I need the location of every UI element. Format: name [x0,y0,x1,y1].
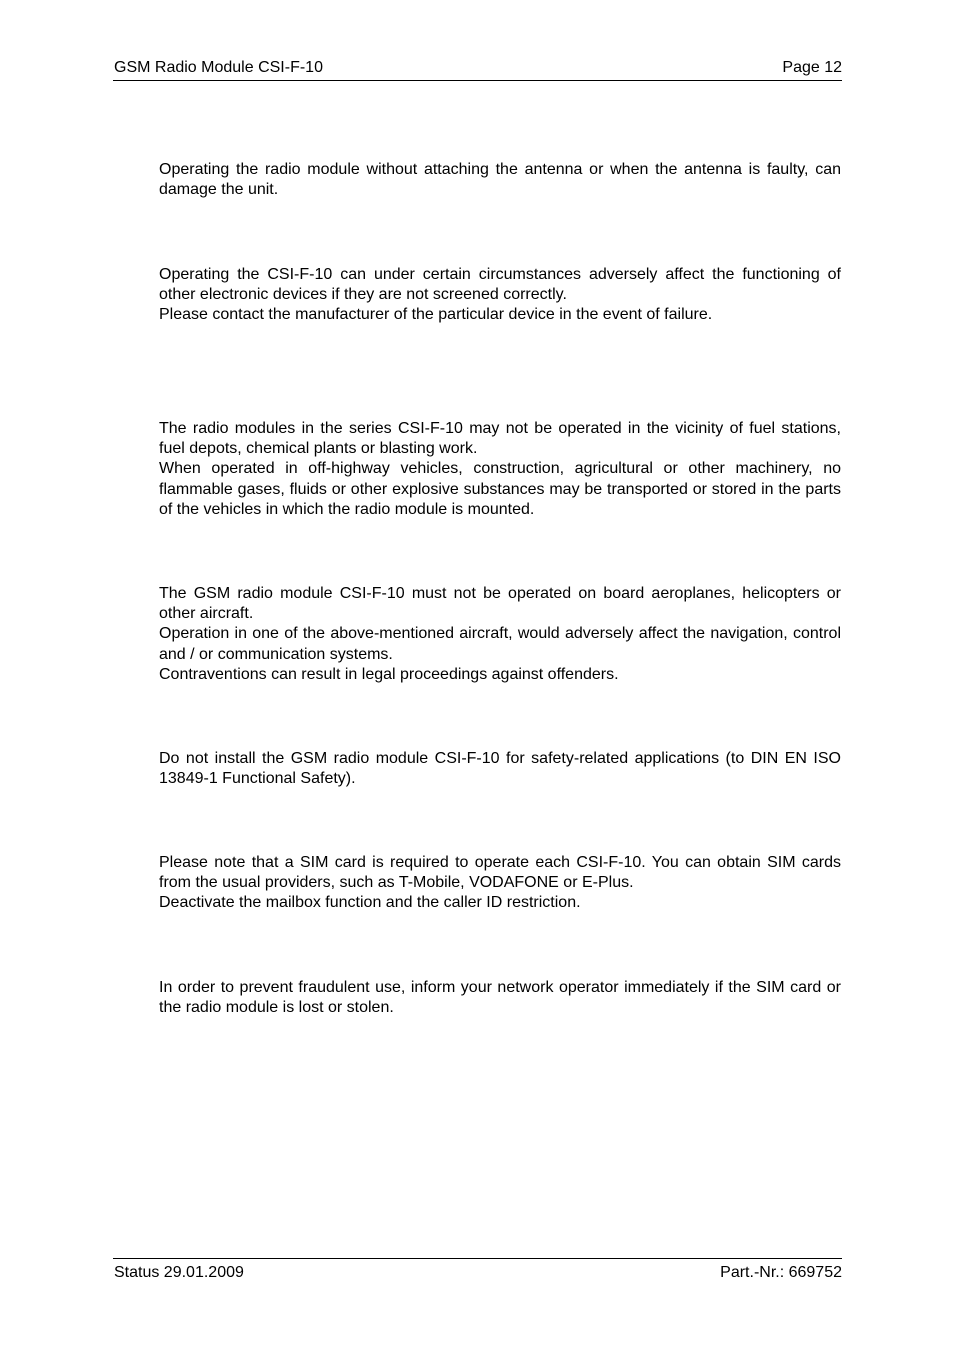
paragraph-aircraft-warning [159,584,841,685]
status-date: Status 29.01.2009 [114,1264,244,1281]
paragraph-sentence: In order to prevent fraudulent use, inform your network operator immediately if the SIM card or the radio module is lost or stolen. [159,979,841,1017]
paragraph-sentence: Please note that a SIM card is required to operate each CSI-F-10. You can obtain SIM cards from the usual providers, such as T-Mobile, VODAFONE or E-Plus. [159,854,841,892]
paragraph-sentence: When operated in off-highway vehicles, construction, agricultural or other machinery, no flammable gases, fluids or other explosive substances may be transported or stored in the parts of the vehicles in which the radio module is mounted. [159,460,841,518]
page-footer [113,1258,842,1285]
page-header [113,58,842,81]
paragraph-sentence: The radio modules in the series CSI-F-10 may not be operated in the vicinity of fuel stations, fuel depots, chemical plants or blasting work. [159,420,841,458]
part-number: Part.-Nr.: 669752 [720,1264,842,1281]
paragraph-sentence: Contraventions can result in legal proceedings against offenders. [159,665,619,683]
paragraph-sentence: The GSM radio module CSI-F-10 must not be operated on board aeroplanes, helicopters or other aircraft. [159,585,841,623]
document-title: GSM Radio Module CSI-F-10 [114,59,323,76]
paragraph-sentence: Operating the CSI-F-10 can under certain circumstances adversely affect the functioning of other electronic devices if they are not screened correctly. [159,266,841,304]
page-number: Page 12 [782,59,842,76]
paragraph-sentence: Operation in one of the above-mentioned aircraft, would adversely affect the navigation, control and / or communication systems. [159,625,841,663]
paragraph-sentence: Deactivate the mailbox function and the caller ID restriction. [159,894,581,912]
paragraph-explosive-areas-warning [159,419,841,520]
paragraph-fraud-prevention-note [159,978,841,1018]
paragraph-safety-applications-warning [159,749,841,789]
paragraph-antenna-warning [159,160,841,200]
paragraph-sentence: Operating the radio module without attaching the antenna or when the antenna is faulty, can damage the unit. [159,161,841,199]
paragraph-sentence: Please contact the manufacturer of the particular device in the event of failure. [159,306,713,324]
paragraph-sentence: Do not install the GSM radio module CSI-F-10 for safety-related applications (to DIN EN ISO 13849-1 Functional Safety). [159,750,841,788]
paragraph-sim-card-note [159,853,841,914]
paragraph-interference-warning [159,265,841,326]
